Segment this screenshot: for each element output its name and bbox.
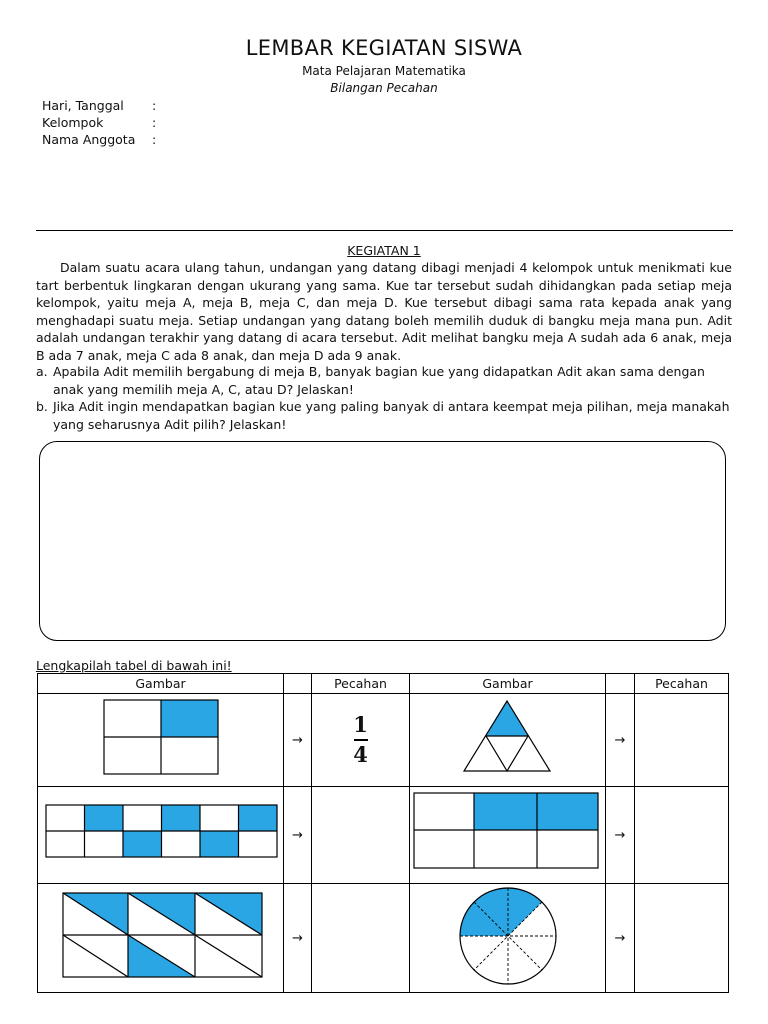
fraction-answer-blank[interactable] xyxy=(312,787,410,884)
arrow-cell xyxy=(606,787,635,884)
arrow-cell xyxy=(284,787,312,884)
paragraph-text: Dalam suatu acara ulang tahun, undangan yang datang dibagi menjadi 4 kelompok untuk menikmati kue tart berbentuk lingkaran dengan ukurang yang sama. Kue tar tersebut sudah dihidangkan pada setiap meja kelompok, yaitu meja A, meja B, meja C, dan meja D. Kue tersebut dibagi sama rata kepada anak yang menghadapi suatu meja. Setiap undangan yang datang boleh memilih duduk di bangku meja mana pun. Adit adalah undangan terakhir yang datang di acara tersebut. Adit melihat bangku meja A sudah ada 6 anak, meja B ada 7 anak, meja C ada 8 anak, dan meja D ada 9 anak. xyxy=(36,260,732,363)
arrow-icon: → xyxy=(614,732,626,748)
triangle-quarters-figure xyxy=(410,694,605,782)
question-a-text: Apabila Adit memilih bergabung di meja B, banyak bagian kue yang didapatkan Adit akan sama dengan anak yang memilih meja A, C, atau D? Jelaskan! xyxy=(53,364,705,397)
divider xyxy=(36,230,733,231)
arrow-icon: → xyxy=(614,930,626,946)
picture-triangle-grid xyxy=(38,884,284,993)
field-date-colon: : xyxy=(152,98,157,113)
question-b-text: Jika Adit ingin mendapatkan bagian kue yang paling banyak di antara keempat meja pilihan, meja manakah yang seharusnya Adit pilih? Jelaskan! xyxy=(53,399,730,432)
activity-title: KEGIATAN 1 xyxy=(347,243,421,258)
header-fraction-1: Pecahan xyxy=(312,674,410,694)
arrow-cell xyxy=(284,884,312,993)
fraction-answer-blank[interactable] xyxy=(635,694,729,787)
arrow-cell xyxy=(606,694,635,787)
arrow-icon: → xyxy=(292,930,303,946)
field-date-label: Hari, Tanggal xyxy=(42,98,124,113)
picture-rectangle-sixths xyxy=(410,787,606,884)
header-arrow-1 xyxy=(284,674,312,694)
arrow-cell xyxy=(606,884,635,993)
arrow-icon: → xyxy=(614,827,626,843)
circle-eighths-figure xyxy=(410,884,605,988)
header-picture-2: Gambar xyxy=(410,674,606,694)
grid-cell-shaded xyxy=(123,831,162,857)
question-a xyxy=(36,363,732,398)
question-b xyxy=(36,398,732,433)
arrow-icon: → xyxy=(292,732,303,748)
fraction-answer-example xyxy=(312,694,410,787)
grid-cell-shaded xyxy=(239,805,278,831)
fraction-one-quarter xyxy=(353,714,368,766)
fraction-answer-blank[interactable] xyxy=(635,884,729,993)
grid-cell-shaded xyxy=(85,805,124,831)
grid-strip-figure xyxy=(38,787,283,879)
question-a-number: a. xyxy=(36,364,48,379)
question-b-number: b. xyxy=(36,399,48,414)
header-picture-1: Gambar xyxy=(38,674,284,694)
fraction-answer-blank[interactable] xyxy=(635,787,729,884)
fraction-numerator: 1 xyxy=(353,712,368,737)
field-members xyxy=(42,132,156,147)
rectangle-quarters-figure xyxy=(38,694,283,782)
header-arrow-2 xyxy=(606,674,635,694)
picture-rectangle-quarters xyxy=(38,694,284,787)
fraction-denominator: 4 xyxy=(353,742,368,767)
page-title: LEMBAR KEGIATAN SISWA xyxy=(245,36,523,60)
field-group-label: Kelompok xyxy=(42,115,104,130)
triangle-grid-figure xyxy=(38,884,283,988)
fraction-table xyxy=(37,673,729,993)
table-instruction: Lengkapilah tabel di bawah ini! xyxy=(36,658,232,673)
grid-cell-shaded xyxy=(162,805,201,831)
arrow-icon: → xyxy=(292,827,303,843)
field-members-colon: : xyxy=(152,132,157,147)
field-members-label: Nama Anggota xyxy=(42,132,136,147)
subject-line: Mata Pelajaran Matematika xyxy=(302,64,466,78)
activity-paragraph xyxy=(36,259,732,364)
answer-box[interactable] xyxy=(39,441,726,641)
fraction-answer-blank[interactable] xyxy=(312,884,410,993)
arrow-cell xyxy=(284,694,312,787)
picture-grid-strip xyxy=(38,787,284,884)
grid-cell-shaded xyxy=(200,831,239,857)
picture-triangle-quarters xyxy=(410,694,606,787)
rectangle-sixths-figure xyxy=(410,787,605,879)
field-group xyxy=(42,115,156,130)
header-fraction-2: Pecahan xyxy=(635,674,729,694)
fraction-bar xyxy=(354,739,368,741)
picture-circle-eighths xyxy=(410,884,606,993)
topic-line: Bilangan Pecahan xyxy=(330,81,438,95)
field-group-colon: : xyxy=(152,115,157,130)
field-date xyxy=(42,98,156,113)
